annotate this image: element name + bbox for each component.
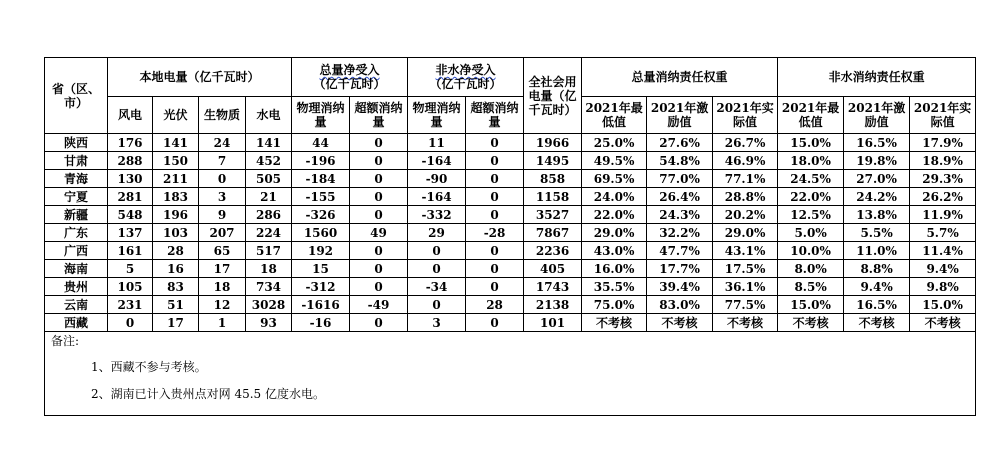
biomass-cell: 65 [199, 242, 246, 260]
hydro-cell: 734 [246, 278, 292, 296]
non-hydro-incentive-cell: 8.8% [844, 260, 910, 278]
non-hydro-excess-cell: 0 [466, 152, 524, 170]
total-physical-cell: -184 [292, 170, 350, 188]
non-hydro-incentive-cell: 11.0% [844, 242, 910, 260]
non-hydro-actual-cell: 26.2% [910, 188, 976, 206]
non-hydro-physical-cell: -332 [408, 206, 466, 224]
total-excess-cell: 0 [350, 188, 408, 206]
total-min-cell: 49.5% [582, 152, 647, 170]
header-total-min: 2021年最低值 [582, 97, 647, 134]
header-total-weight: 总量消纳责任权重 [582, 58, 778, 97]
total-physical-cell: -326 [292, 206, 350, 224]
wind-cell: 231 [108, 296, 153, 314]
non-hydro-min-cell: 5.0% [778, 224, 844, 242]
header-hydro: 水电 [246, 97, 292, 134]
province-cell: 青海 [45, 170, 108, 188]
header-non-hydro-weight: 非水消纳责任权重 [778, 58, 976, 97]
biomass-cell: 9 [199, 206, 246, 224]
solar-cell: 51 [153, 296, 199, 314]
total-incentive-cell: 32.2% [647, 224, 713, 242]
province-cell: 宁夏 [45, 188, 108, 206]
non-hydro-min-cell: 8.0% [778, 260, 844, 278]
biomass-cell: 207 [199, 224, 246, 242]
total-excess-cell: 0 [350, 242, 408, 260]
total-physical-cell: -196 [292, 152, 350, 170]
non-hydro-excess-cell: 0 [466, 242, 524, 260]
header-non-hydro-min: 2021年最低值 [778, 97, 844, 134]
non-hydro-actual-cell: 29.3% [910, 170, 976, 188]
non-hydro-incentive-cell: 16.5% [844, 296, 910, 314]
solar-cell: 103 [153, 224, 199, 242]
biomass-cell: 7 [199, 152, 246, 170]
non-hydro-physical-cell: 11 [408, 134, 466, 152]
total-physical-cell: 44 [292, 134, 350, 152]
quota-table-container [44, 57, 975, 420]
non-hydro-actual-cell: 9.8% [910, 278, 976, 296]
header-local-power: 本地电量（亿千瓦时） [108, 58, 292, 97]
society-power-cell: 2236 [524, 242, 582, 260]
non-hydro-incentive-cell: 9.4% [844, 278, 910, 296]
non-hydro-incentive-cell: 19.8% [844, 152, 910, 170]
table-row [45, 260, 976, 278]
non-hydro-excess-cell: -28 [466, 224, 524, 242]
table-row [45, 134, 976, 152]
non-hydro-excess-cell: 0 [466, 134, 524, 152]
total-min-cell: 69.5% [582, 170, 647, 188]
biomass-cell: 0 [199, 170, 246, 188]
non-hydro-physical-cell: 0 [408, 260, 466, 278]
header-province: 省（区、市） [45, 58, 108, 134]
table-row [45, 314, 976, 332]
header-non-hydro-excess: 超额消纳量 [466, 97, 524, 134]
total-incentive-cell: 不考核 [647, 314, 713, 332]
total-min-cell: 24.0% [582, 188, 647, 206]
wind-cell: 0 [108, 314, 153, 332]
header-society-power: 全社会用电量（亿千瓦时） [524, 58, 582, 134]
consumption-quota-table [44, 57, 976, 416]
biomass-cell: 24 [199, 134, 246, 152]
society-power-cell: 1495 [524, 152, 582, 170]
non-hydro-actual-cell: 不考核 [910, 314, 976, 332]
non-hydro-min-cell: 8.5% [778, 278, 844, 296]
header-solar: 光伏 [153, 97, 199, 134]
table-row [45, 170, 976, 188]
total-actual-cell: 77.1% [713, 170, 778, 188]
header-wind: 风电 [108, 97, 153, 134]
hydro-cell: 452 [246, 152, 292, 170]
solar-cell: 16 [153, 260, 199, 278]
solar-cell: 196 [153, 206, 199, 224]
non-hydro-actual-cell: 5.7% [910, 224, 976, 242]
non-hydro-excess-cell: 0 [466, 170, 524, 188]
non-hydro-actual-cell: 18.9% [910, 152, 976, 170]
total-physical-cell: -1616 [292, 296, 350, 314]
non-hydro-incentive-cell: 16.5% [844, 134, 910, 152]
society-power-cell: 3527 [524, 206, 582, 224]
total-physical-cell: -16 [292, 314, 350, 332]
non-hydro-net-import-title: 非水净受入 [435, 63, 496, 77]
solar-cell: 83 [153, 278, 199, 296]
total-physical-cell: 1560 [292, 224, 350, 242]
province-cell: 贵州 [45, 278, 108, 296]
table-row [45, 224, 976, 242]
society-power-cell: 405 [524, 260, 582, 278]
province-cell: 广东 [45, 224, 108, 242]
total-excess-cell: 0 [350, 260, 408, 278]
total-incentive-cell: 27.6% [647, 134, 713, 152]
solar-cell: 141 [153, 134, 199, 152]
society-power-cell: 101 [524, 314, 582, 332]
non-hydro-excess-cell: 0 [466, 188, 524, 206]
total-incentive-cell: 77.0% [647, 170, 713, 188]
header-total-incentive: 2021年激励值 [647, 97, 713, 134]
biomass-cell: 17 [199, 260, 246, 278]
biomass-cell: 3 [199, 188, 246, 206]
header-non-hydro-net-import [408, 58, 524, 97]
biomass-cell: 12 [199, 296, 246, 314]
biomass-cell: 18 [199, 278, 246, 296]
total-excess-cell: 0 [350, 170, 408, 188]
total-min-cell: 43.0% [582, 242, 647, 260]
header-total-net-import [292, 58, 408, 97]
hydro-cell: 517 [246, 242, 292, 260]
total-actual-cell: 43.1% [713, 242, 778, 260]
biomass-cell: 1 [199, 314, 246, 332]
non-hydro-min-cell: 12.5% [778, 206, 844, 224]
total-incentive-cell: 39.4% [647, 278, 713, 296]
non-hydro-physical-cell: -34 [408, 278, 466, 296]
total-excess-cell: 0 [350, 152, 408, 170]
header-non-hydro-incentive: 2021年激励值 [844, 97, 910, 134]
header-total-physical: 物理消纳量 [292, 97, 350, 134]
hydro-cell: 505 [246, 170, 292, 188]
society-power-cell: 1158 [524, 188, 582, 206]
table-row [45, 188, 976, 206]
non-hydro-excess-cell: 28 [466, 296, 524, 314]
total-incentive-cell: 47.7% [647, 242, 713, 260]
non-hydro-physical-cell: 0 [408, 242, 466, 260]
province-cell: 新疆 [45, 206, 108, 224]
total-physical-cell: 192 [292, 242, 350, 260]
hydro-cell: 93 [246, 314, 292, 332]
non-hydro-excess-cell: 0 [466, 278, 524, 296]
notes-cell [45, 332, 976, 416]
total-actual-cell: 不考核 [713, 314, 778, 332]
table-row [45, 296, 976, 314]
total-incentive-cell: 24.3% [647, 206, 713, 224]
wind-cell: 5 [108, 260, 153, 278]
total-min-cell: 75.0% [582, 296, 647, 314]
notes-title: 备注: [51, 334, 80, 348]
note-item: 2、湖南已计入贵州点对网 45.5 亿度水电。 [91, 387, 325, 401]
wind-cell: 288 [108, 152, 153, 170]
non-hydro-excess-cell: 0 [466, 314, 524, 332]
non-hydro-excess-cell: 0 [466, 260, 524, 278]
total-actual-cell: 36.1% [713, 278, 778, 296]
society-power-cell: 1743 [524, 278, 582, 296]
total-excess-cell: 0 [350, 206, 408, 224]
total-actual-cell: 20.2% [713, 206, 778, 224]
hydro-cell: 18 [246, 260, 292, 278]
total-physical-cell: -312 [292, 278, 350, 296]
society-power-cell: 1966 [524, 134, 582, 152]
wind-cell: 105 [108, 278, 153, 296]
total-actual-cell: 29.0% [713, 224, 778, 242]
total-min-cell: 29.0% [582, 224, 647, 242]
non-hydro-min-cell: 15.0% [778, 134, 844, 152]
hydro-cell: 21 [246, 188, 292, 206]
non-hydro-min-cell: 24.5% [778, 170, 844, 188]
total-physical-cell: 15 [292, 260, 350, 278]
non-hydro-incentive-cell: 27.0% [844, 170, 910, 188]
total-excess-cell: 49 [350, 224, 408, 242]
wind-cell: 161 [108, 242, 153, 260]
total-physical-cell: -155 [292, 188, 350, 206]
header-row-2 [45, 97, 976, 134]
wind-cell: 176 [108, 134, 153, 152]
hydro-cell: 224 [246, 224, 292, 242]
wind-cell: 137 [108, 224, 153, 242]
non-hydro-actual-cell: 15.0% [910, 296, 976, 314]
non-hydro-min-cell: 18.0% [778, 152, 844, 170]
header-total-excess: 超额消纳量 [350, 97, 408, 134]
province-cell: 西藏 [45, 314, 108, 332]
total-min-cell: 16.0% [582, 260, 647, 278]
header-total-actual: 2021年实际值 [713, 97, 778, 134]
non-hydro-incentive-cell: 不考核 [844, 314, 910, 332]
non-hydro-actual-cell: 9.4% [910, 260, 976, 278]
total-actual-cell: 28.8% [713, 188, 778, 206]
hydro-cell: 141 [246, 134, 292, 152]
non-hydro-net-import-unit: （亿千瓦时） [429, 77, 502, 91]
wind-cell: 130 [108, 170, 153, 188]
total-incentive-cell: 26.4% [647, 188, 713, 206]
table-row [45, 206, 976, 224]
table-row [45, 152, 976, 170]
non-hydro-actual-cell: 11.4% [910, 242, 976, 260]
non-hydro-incentive-cell: 24.2% [844, 188, 910, 206]
non-hydro-physical-cell: 0 [408, 296, 466, 314]
header-row-1 [45, 58, 976, 97]
total-actual-cell: 26.7% [713, 134, 778, 152]
non-hydro-physical-cell: -90 [408, 170, 466, 188]
total-excess-cell: 0 [350, 278, 408, 296]
non-hydro-min-cell: 不考核 [778, 314, 844, 332]
total-actual-cell: 17.5% [713, 260, 778, 278]
total-incentive-cell: 54.8% [647, 152, 713, 170]
solar-cell: 211 [153, 170, 199, 188]
total-actual-cell: 77.5% [713, 296, 778, 314]
non-hydro-actual-cell: 17.9% [910, 134, 976, 152]
total-excess-cell: 0 [350, 314, 408, 332]
total-min-cell: 不考核 [582, 314, 647, 332]
header-non-hydro-physical: 物理消纳量 [408, 97, 466, 134]
solar-cell: 150 [153, 152, 199, 170]
province-cell: 海南 [45, 260, 108, 278]
solar-cell: 28 [153, 242, 199, 260]
total-min-cell: 25.0% [582, 134, 647, 152]
non-hydro-incentive-cell: 5.5% [844, 224, 910, 242]
non-hydro-min-cell: 22.0% [778, 188, 844, 206]
wind-cell: 548 [108, 206, 153, 224]
total-incentive-cell: 83.0% [647, 296, 713, 314]
header-non-hydro-actual: 2021年实际值 [910, 97, 976, 134]
non-hydro-min-cell: 10.0% [778, 242, 844, 260]
non-hydro-excess-cell: 0 [466, 206, 524, 224]
note-item: 1、西藏不参与考核。 [91, 360, 207, 374]
hydro-cell: 3028 [246, 296, 292, 314]
total-min-cell: 22.0% [582, 206, 647, 224]
total-excess-cell: -49 [350, 296, 408, 314]
non-hydro-physical-cell: 29 [408, 224, 466, 242]
society-power-cell: 7867 [524, 224, 582, 242]
total-actual-cell: 46.9% [713, 152, 778, 170]
non-hydro-actual-cell: 11.9% [910, 206, 976, 224]
non-hydro-physical-cell: -164 [408, 188, 466, 206]
non-hydro-physical-cell: -164 [408, 152, 466, 170]
total-net-import-title: 总量净受入 [319, 63, 380, 77]
table-row [45, 278, 976, 296]
society-power-cell: 858 [524, 170, 582, 188]
total-incentive-cell: 17.7% [647, 260, 713, 278]
province-cell: 陕西 [45, 134, 108, 152]
society-power-cell: 2138 [524, 296, 582, 314]
wind-cell: 281 [108, 188, 153, 206]
non-hydro-physical-cell: 3 [408, 314, 466, 332]
table-row [45, 242, 976, 260]
header-biomass: 生物质 [199, 97, 246, 134]
hydro-cell: 286 [246, 206, 292, 224]
total-net-import-unit: （亿千瓦时） [313, 77, 386, 91]
province-cell: 甘肃 [45, 152, 108, 170]
province-cell: 广西 [45, 242, 108, 260]
notes-row [45, 332, 976, 416]
non-hydro-min-cell: 15.0% [778, 296, 844, 314]
non-hydro-incentive-cell: 13.8% [844, 206, 910, 224]
solar-cell: 183 [153, 188, 199, 206]
total-min-cell: 35.5% [582, 278, 647, 296]
province-cell: 云南 [45, 296, 108, 314]
solar-cell: 17 [153, 314, 199, 332]
total-excess-cell: 0 [350, 134, 408, 152]
